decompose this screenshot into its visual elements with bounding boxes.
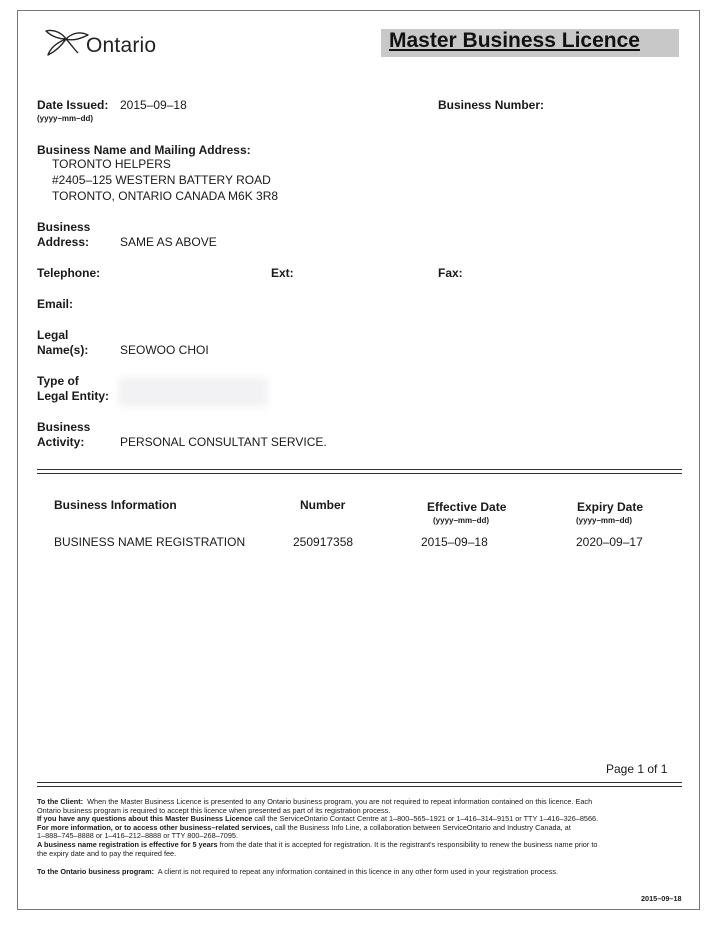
footer-client-label: To the Client: xyxy=(37,797,84,806)
telephone-label: Telephone: xyxy=(37,266,101,280)
footer-registration-bold: A business name registration is effective for 5 years xyxy=(37,840,218,849)
divider-top-2 xyxy=(37,473,682,474)
activity-label-2: Activity: xyxy=(37,435,85,449)
email-label: Email: xyxy=(37,297,74,311)
business-address-label-2: Address: xyxy=(37,235,90,249)
footer-info-line2: 1–888–745–8888 or 1–416–212–8888 or TTY 800–268–7095. xyxy=(37,831,238,841)
date-issued-value: 2015–09–18 xyxy=(120,98,187,112)
mailing-line-1: TORONTO HELPERS xyxy=(52,157,171,171)
row-info: BUSINESS NAME REGISTRATION xyxy=(54,535,246,549)
redacted-area xyxy=(118,377,268,407)
divider-bottom-1 xyxy=(37,782,682,783)
footer-registration-line2: the expiry date and to pay the required fee. xyxy=(37,848,177,858)
footer-line2: Ontario business program is required to accept this licence when presented as part of its registration process. xyxy=(37,805,391,815)
fax-label: Fax: xyxy=(438,266,463,280)
col-expiry-date: Expiry Date xyxy=(577,500,644,514)
effective-date-format: (yyyy–mm–dd) xyxy=(433,516,490,525)
legal-entity-label-2: Legal Entity: xyxy=(37,389,110,403)
ontario-logo xyxy=(40,25,172,63)
trillium-icon xyxy=(40,25,90,61)
mailing-line-3: TORONTO, ONTARIO CANADA M6K 3R8 xyxy=(52,189,279,203)
logo-text: Ontario xyxy=(86,34,157,57)
divider-top-1 xyxy=(37,469,682,470)
business-address-label-1: Business xyxy=(37,220,91,234)
page-number: Page 1 of 1 xyxy=(606,762,668,776)
footer-info-text: call the Business Info Line, a collaboration between ServiceOntario and Industry Canada, at xyxy=(274,822,571,832)
activity-value: PERSONAL CONSULTANT SERVICE. xyxy=(120,435,327,449)
date-issued-format: (yyyy–mm–dd) xyxy=(37,114,94,123)
date-issued-label: Date Issued: xyxy=(37,98,109,112)
col-effective-date: Effective Date xyxy=(427,500,507,514)
col-business-information: Business Information xyxy=(54,498,177,512)
document-title: Master Business Licence xyxy=(389,29,640,52)
footer-registration-text: from the date that it is accepted for registration. It is the registrant's responsibility to renew the business name prior to xyxy=(219,840,598,849)
footer-program-text: A client is not required to repeat any information contained in this licence in any other form used in your registration process. xyxy=(157,867,559,876)
footer-questions-bold: If you have any questions about this Master Business Licence xyxy=(37,814,253,824)
footer-date-stamp: 2015–09–18 xyxy=(641,894,682,903)
business-address-value: SAME AS ABOVE xyxy=(120,235,217,249)
expiry-date-format: (yyyy–mm–dd) xyxy=(576,516,633,525)
activity-label-1: Business xyxy=(37,420,91,434)
legal-name-value: SEOWOO CHOI xyxy=(120,343,209,357)
footer-program-label: To the Ontario business program: xyxy=(37,867,155,876)
footer-info-bold: For more information, or to access other business–related services, xyxy=(37,822,273,832)
row-number: 250917358 xyxy=(293,535,354,549)
business-number-label: Business Number: xyxy=(438,98,545,112)
mailing-line-2: #2405–125 WESTERN BATTERY ROAD xyxy=(52,173,271,187)
legal-entity-label-1: Type of xyxy=(37,374,79,388)
footer-program xyxy=(37,868,558,877)
title-box xyxy=(381,29,679,57)
row-effective-date: 2015–09–18 xyxy=(421,535,488,549)
row-expiry-date: 2020–09–17 xyxy=(576,535,643,549)
footer-questions-text: call the ServiceOntario Contact Centre at 1–800–565–1921 or 1–416–314–9151 or TTY 1–416–326–8566. xyxy=(254,814,599,824)
legal-name-label-2: Name(s): xyxy=(37,343,89,357)
legal-name-label-1: Legal xyxy=(37,328,69,342)
mailing-address-label: Business Name and Mailing Address: xyxy=(37,143,251,157)
footer-client-text: When the Master Business Licence is presented to any Ontario business program, you are not required to repeat information contained on this licence. Each xyxy=(87,797,593,806)
col-number: Number xyxy=(300,498,346,512)
ext-label: Ext: xyxy=(271,266,294,280)
divider-bottom-2 xyxy=(37,786,682,787)
